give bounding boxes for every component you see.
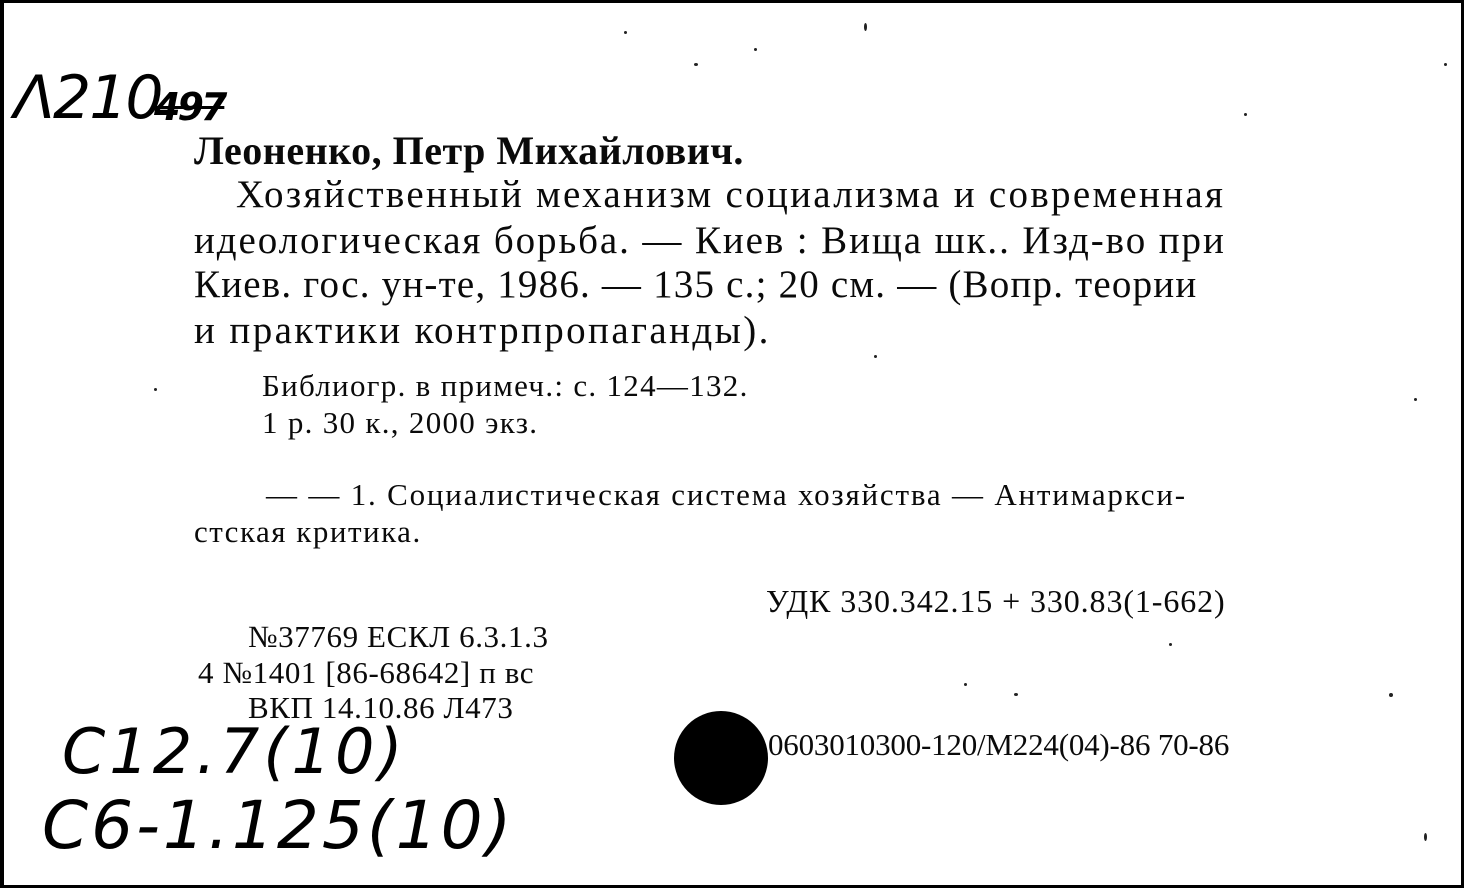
scan-speck [1014, 693, 1018, 696]
scan-speck [1389, 693, 1393, 697]
title-line-1: Хозяйственный механизм социализма и современная [236, 173, 1226, 216]
scan-speck [874, 355, 877, 358]
scan-speck [624, 31, 627, 34]
scan-speck [1244, 113, 1247, 116]
price-note: 1 р. 30 к., 2000 экз. [262, 405, 539, 440]
registry-line-2: 4 №1401 [86-68642] п вс [198, 655, 535, 690]
udk-classification: УДК 330.342.15 + 330.83(1-662) [766, 583, 1226, 619]
subject-line-2: стская критика. [194, 514, 422, 549]
scan-speck [154, 388, 157, 391]
handwritten-shelfmark-overwritten: 497 [154, 85, 225, 129]
scan-speck [1414, 398, 1417, 401]
title-line-4: и практики контрпропаганды). [194, 309, 771, 352]
scan-speck [754, 48, 757, 51]
bibliography-note: Библиогр. в примеч.: с. 124—132. [262, 368, 749, 403]
scan-speck [864, 23, 867, 31]
scan-speck [1169, 643, 1172, 646]
registry-line-3: ВКП 14.10.86 Л473 [248, 690, 514, 725]
registry-line-1: №37769 ЕСКЛ 6.3.1.3 [248, 619, 549, 654]
punch-hole [674, 711, 768, 805]
title-line-2: идеологическая борьба. — Киев : Вища шк.. Изд-во при [194, 219, 1226, 262]
author-heading: Леоненко, Петр Михайлович. [194, 128, 744, 173]
handwritten-class-2: C6-1.125(10) [42, 787, 515, 864]
handwritten-class-1: C12.7(10) [62, 715, 407, 788]
scan-speck [694, 63, 698, 66]
scan-speck [964, 683, 967, 686]
scan-speck [1424, 833, 1427, 841]
scan-speck [1444, 63, 1447, 66]
handwritten-shelfmark: Λ210 [14, 63, 162, 133]
title-line-3: Киев. гос. ун-те, 1986. — 135 с.; 20 см. — (Вопр. теории [194, 263, 1198, 306]
catalog-code: 0603010300-120/М224(04)-86 70-86 [768, 727, 1230, 762]
subject-line-1: — — 1. Социалистическая система хозяйства — Антимаркси- [266, 477, 1187, 512]
